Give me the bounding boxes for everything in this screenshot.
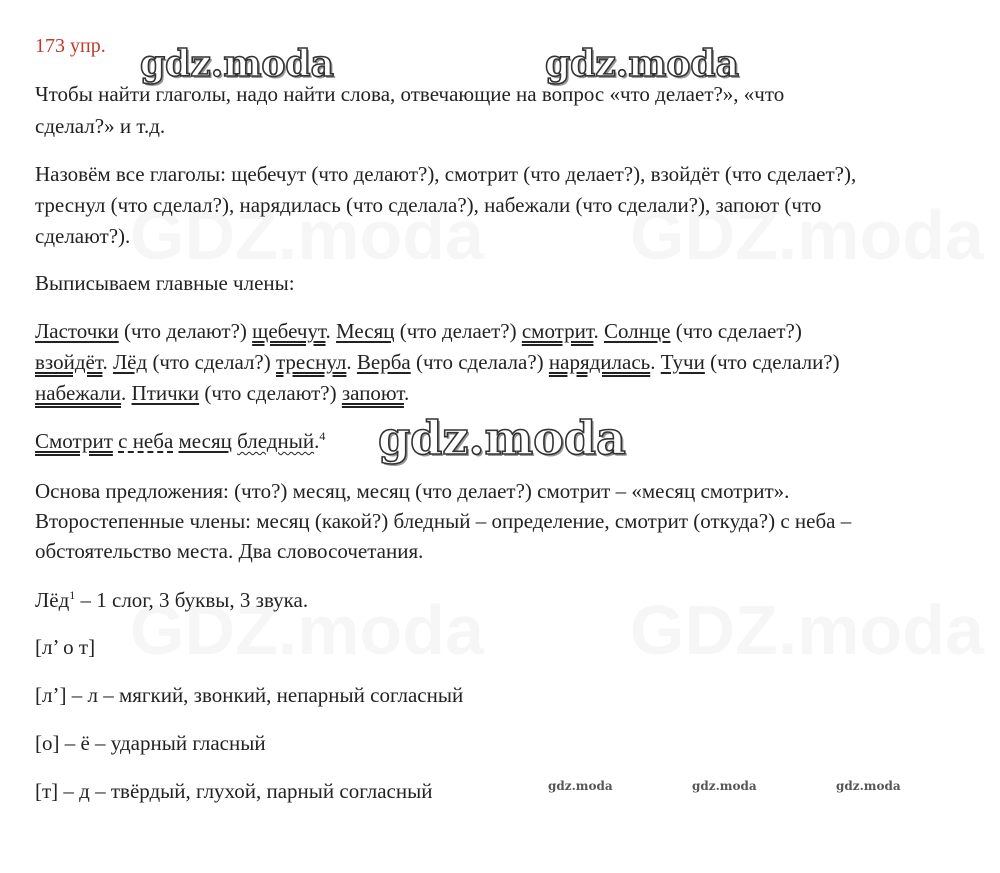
separator: . [121,381,132,405]
predicate: треснул [276,350,347,374]
subject: Лёд [112,350,148,374]
main-members-line-2 [35,352,840,373]
separator: . [314,429,320,453]
small-watermark: gdz.moda [692,779,757,793]
separator: . [346,350,357,374]
separator: . [102,350,113,374]
sound-2: [о] – ё – ударный гласный [35,731,266,755]
predicate: нарядилась [548,350,651,374]
sound-1: [л’] – л – мягкий, звонкий, непарный согласный [35,683,464,707]
phonetic-word: Лёд [35,588,70,612]
predicate: щебечут [252,319,326,343]
watermark-logo: gdz.moda [545,43,739,85]
small-watermark: gdz.moda [836,779,901,793]
parsed-sentence [35,431,325,452]
exercise-number: 173 упр. [35,35,106,57]
phonetic-summary-text: – 1 слог, 3 буквы, 3 звука. [75,588,309,612]
subject: Тучи [660,350,705,374]
predicate: запоют [341,381,404,405]
separator: . [403,381,410,405]
subject: Солнце [603,319,671,343]
predicate: взойдёт [35,350,103,374]
main-members-line-1 [35,321,802,342]
paragraph-1-line-1: Чтобы найти глаголы, надо найти слова, отвечающие на вопрос «что делает?», «что [35,82,785,106]
question: (что сделают?) [199,381,342,405]
heading-main-members: Выписываем главные члены: [35,271,295,295]
attribute: бледный [237,429,315,453]
question: (что сделали?) [704,350,840,374]
main-members-line-3 [35,383,409,404]
sound-3: [т] – д – твёрдый, глухой, парный согласный [35,779,433,803]
subject: Месяц [336,319,395,343]
analysis-line-2: Второстепенные члены: месяц (какой?) бледный – определение, смотрит (откуда?) с неба – [35,509,852,533]
separator: . [593,319,604,343]
parse-number: 4 [319,429,326,443]
phonetic-summary [35,590,308,611]
question: (что сделала?) [410,350,549,374]
predicate: набежали [35,381,122,405]
watermark-logo: gdz.moda [378,411,626,465]
transcription: [л’ о т] [35,635,96,659]
separator: . [650,350,661,374]
adverbial: с неба [118,429,174,453]
analysis-line-1: Основа предложения: (что?) месяц, месяц (что делает?) смотрит – «месяц смотрит». [35,479,790,503]
question: (что делают?) [118,319,253,343]
watermark-logo: gdz.moda [140,43,334,85]
paragraph-2-line-2: треснул (что сделал?), нарядилась (что сделала?), набежали (что сделали?), запоют (что [35,193,822,217]
subject: Ласточки [35,319,119,343]
subject: Птички [131,381,200,405]
subject: месяц [178,429,232,453]
question: (что сделает?) [670,319,802,343]
analysis-line-3: обстоятельство места. Два словосочетания. [35,539,424,563]
small-watermark: gdz.moda [548,779,613,793]
subject: Верба [356,350,411,374]
paragraph-2-line-3: сделают?). [35,224,131,248]
faint-watermark [630,595,984,665]
question: (что делает?) [394,319,522,343]
predicate: Смотрит [35,429,113,453]
question: (что сделал?) [147,350,276,374]
separator: . [325,319,337,343]
parse-number: 1 [69,588,76,602]
paragraph-1-line-2: сделал?» и т.д. [35,114,166,138]
predicate: смотрит [521,319,594,343]
paragraph-2-line-1: Назовём все глаголы: щебечут (что делают?), смотрит (что делает?), взойдёт (что сделает?), [35,162,857,186]
